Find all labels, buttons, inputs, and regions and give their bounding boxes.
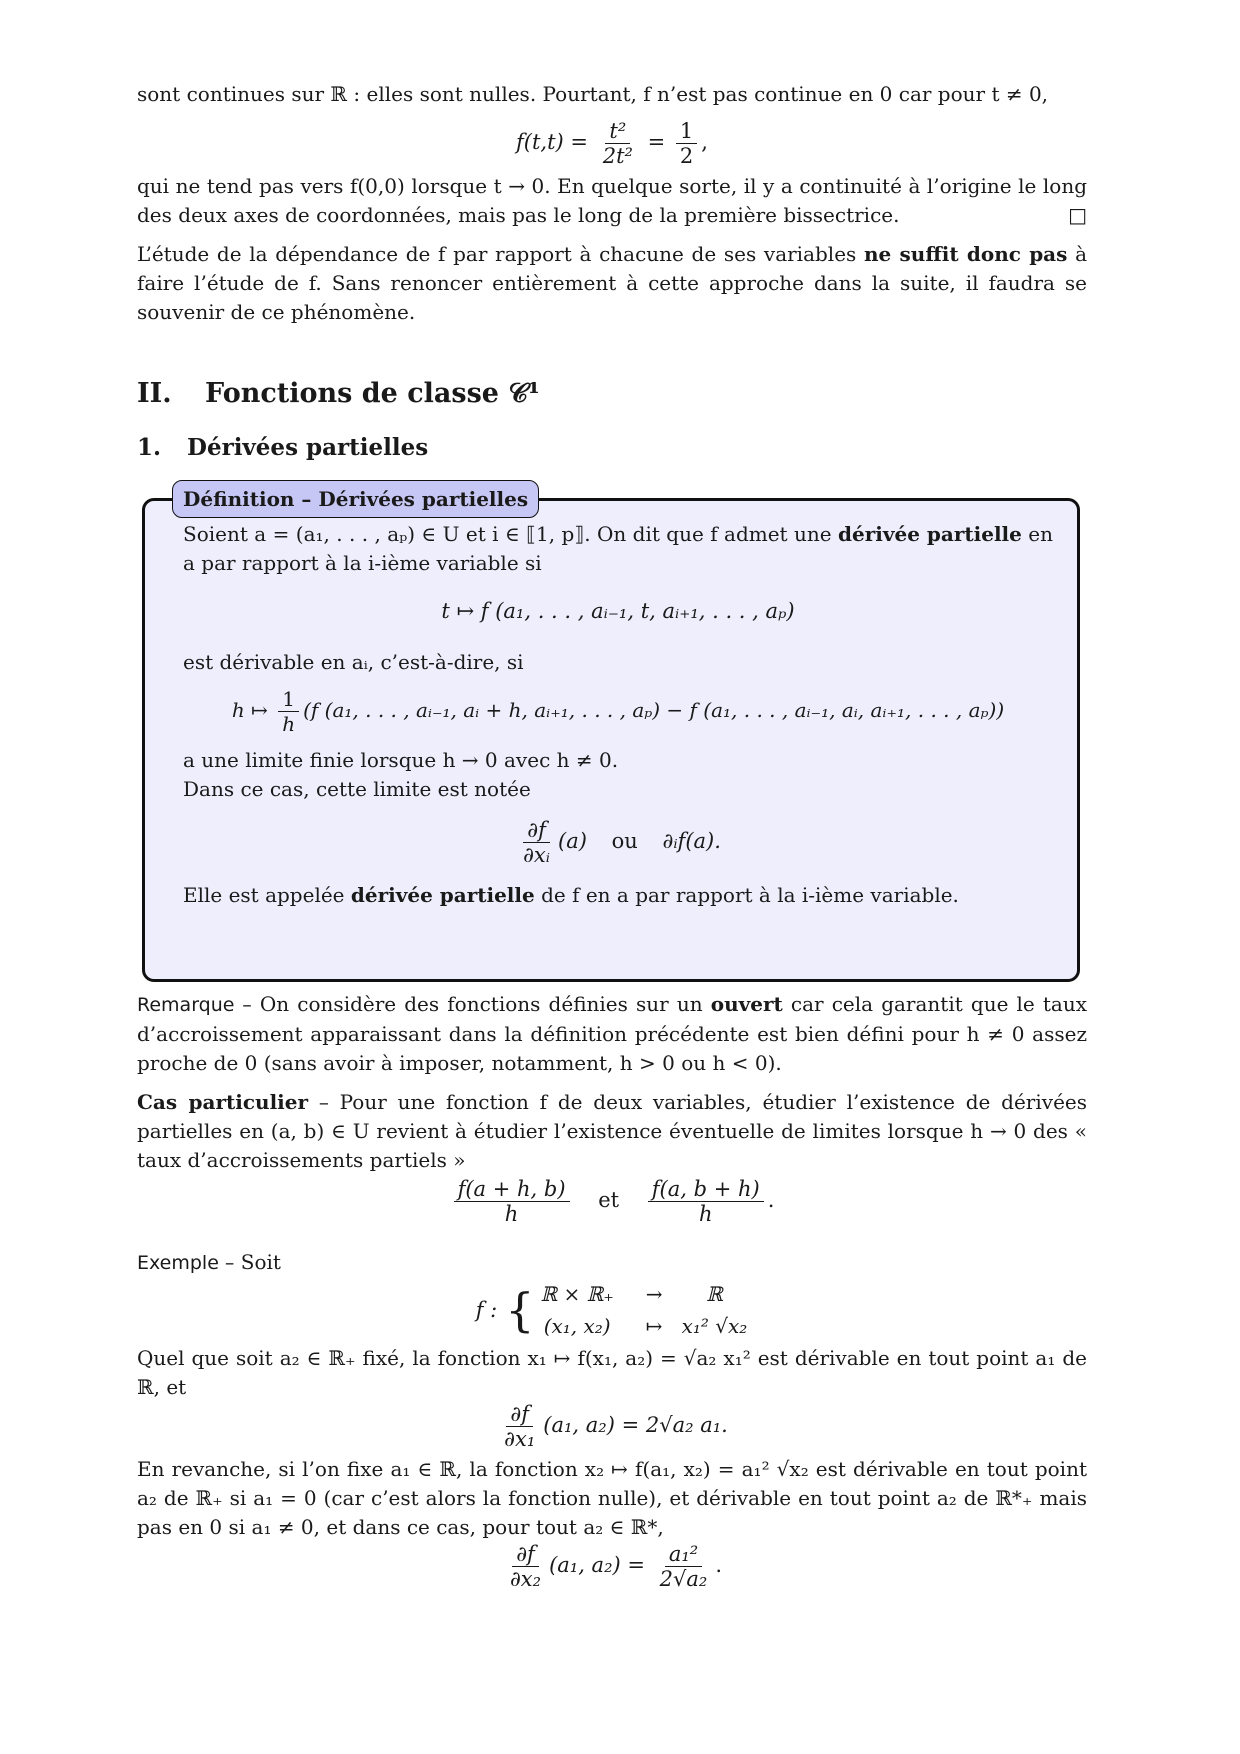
- exemple-paragraph-2: En revanche, si l’on fixe a₁ ∈ ℝ, la fonction x₂ ↦ f(a₁, x₂) = a₁² √x₂ est dérivable en tout point a₂ de ℝ₊ si a₁ = 0 (car c’est alors la fonction nulle), et dérivable en tout point a₂ de ℝ*₊ mais pas en 0 si a₁ ≠ 0, et dans ce cas, pour tout a₂ ∈ ℝ*,: [137, 1457, 1087, 1539]
- exemple-equation-2: $\frac{\partial f}{\text{∂x₂}}$ (a₁, a₂) = $\frac{\text{a₁²}}{\text{2√a₂}}$ .: [509, 1542, 723, 1591]
- subsection-heading: 1. Dérivées partielles: [137, 434, 429, 461]
- intro-block: [137, 80, 1087, 337]
- cas-particulier-equation: $\frac{f(a + h, b)}{h}$ et $\frac{f(a, b + h)}{h}$ .: [137, 1177, 1087, 1226]
- definition-content: [183, 520, 1053, 920]
- equation-ftt: f(t,t) = $\frac{\text{t²}}{\text{2t²}}$ = $\frac{1}{2}$ ,: [516, 119, 708, 168]
- exemple-label: Exemple –: [137, 1252, 235, 1274]
- remarque-label: Remarque –: [137, 994, 252, 1016]
- intro-conclusion: L’étude de la dépendance de f par rapport à chacune de ses variables ne suffit donc pas à faire l’étude de f. Sans renoncer entièrement à cette approche dans la suite, il faudra se souvenir de ce phénomène.: [137, 242, 1088, 324]
- definition-equation-1: t ↦ f (a₁, . . . , aᵢ₋₁, t, aᵢ₊₁, . . . , aₚ): [441, 599, 795, 623]
- remarks-block: [137, 990, 1087, 1591]
- cas-particulier-label: Cas particulier: [137, 1090, 309, 1114]
- intro-line: sont continues sur ℝ : elles sont nulles. Pourtant, f n’est pas continue en 0 car pour t ≠ 0,: [137, 82, 1049, 106]
- qed-symbol: □: [1068, 203, 1087, 227]
- exemple-paragraph: Exemple – Soit: [137, 1250, 281, 1274]
- definition-paragraph-3: a une limite finie lorsque h → 0 avec h ≠ 0.: [183, 748, 619, 772]
- function-definition: f : { ℝ × ℝ₊ → ℝ (x₁, x₂) ↦ x₁² √x₂: [475, 1282, 748, 1338]
- definition-equation-3: $\frac{\partial f}{\text{∂xᵢ}}$ (a) ou ∂ᵢf(a).: [523, 818, 721, 867]
- exemple-equation-1: $\frac{\partial f}{\text{∂x₁}}$ (a₁, a₂) = 2√a₂ a₁.: [504, 1402, 728, 1451]
- section-heading: II. Fonctions de classe 𝒞¹: [137, 378, 540, 409]
- definition-paragraph-2: est dérivable en aᵢ, c’est-à-dire, si: [183, 650, 524, 674]
- definition-paragraph-5: Elle est appelée dérivée partielle de f en a par rapport à la i-ième variable.: [183, 883, 959, 907]
- definition-title: Définition – Dérivées partielles: [172, 480, 539, 518]
- exemple-paragraph-1: Quel que soit a₂ ∈ ℝ₊ fixé, la fonction x₁ ↦ f(x₁, a₂) = √a₂ x₁² est dérivable en tout point a₁ de ℝ, et: [137, 1346, 1087, 1399]
- remarque-paragraph: Remarque – On considère des fonctions définies sur un ouvert car cela garantit que le taux d’accroissement apparaissant dans la définition précédente est bien défini pour h ≠ 0 assez proche de 0 (sans avoir à imposer, notamment, h > 0 ou h < 0).: [137, 992, 1088, 1075]
- definition-paragraph-1: Soient a = (a₁, . . . , aₚ) ∈ U et i ∈ ⟦1, p⟧. On dit que f admet une dérivée partielle en a par rapport à la i-ième variable si: [183, 522, 1054, 575]
- definition-paragraph-4: Dans ce cas, cette limite est notée: [183, 777, 531, 801]
- intro-paragraph: qui ne tend pas vers f(0,0) lorsque t → 0. En quelque sorte, il y a continuité à l’origine le long des deux axes de coordonnées, mais pas le long de la première bissectrice. □: [137, 172, 1087, 230]
- cas-particulier-paragraph: Cas particulier – Pour une fonction f de deux variables, étudier l’existence de dérivées partielles en (a, b) ∈ U revient à étudier l’existence éventuelle de limites lorsque h → 0 des « taux d’accroissements partiels »: [137, 1090, 1088, 1172]
- definition-equation-2: h ↦ $\frac{1}{h}$ (f (a₁, . . . , aᵢ₋₁, aᵢ + h, aᵢ₊₁, . . . , aₚ) − f (a₁, . . . , aᵢ₋₁, aᵢ, aᵢ₊₁, . . . , aₚ)): [231, 687, 1005, 736]
